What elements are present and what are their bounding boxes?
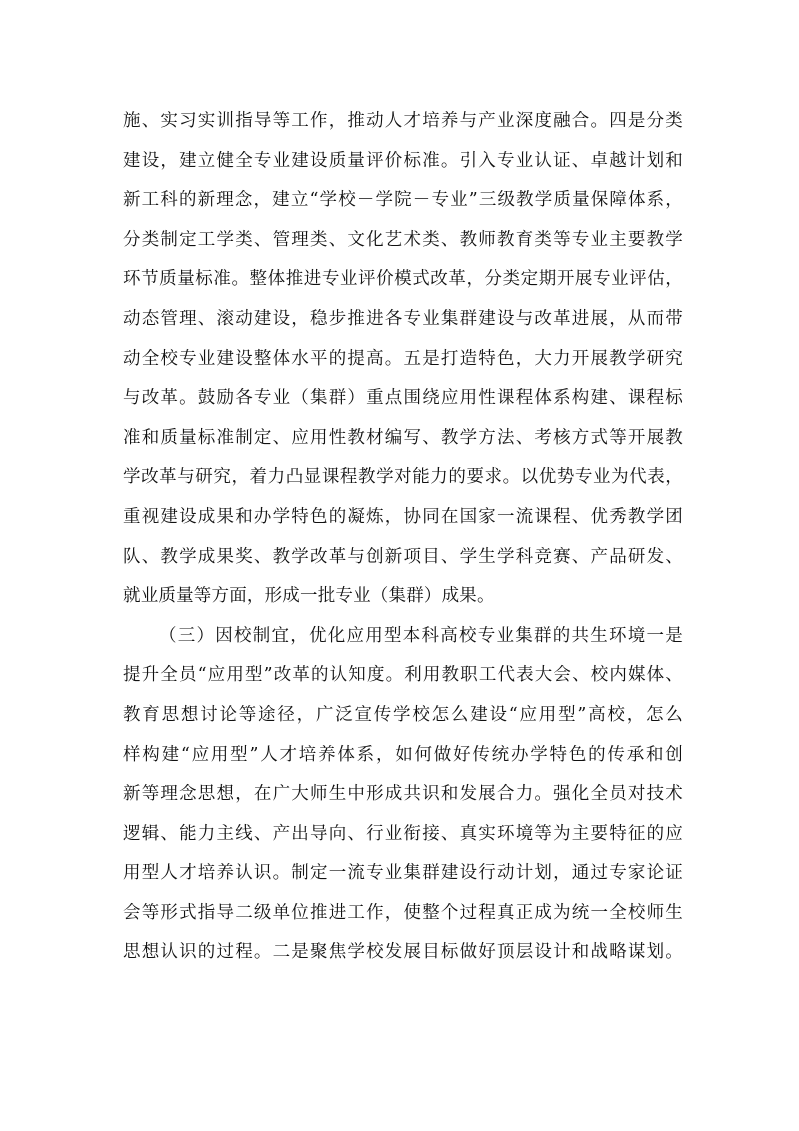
text-line: 新工科的新理念，建立“学校－学院－专业”三级教学质量保障体系， bbox=[123, 190, 683, 211]
section-heading-line: （三）因校制宜，优化应用型本科高校专业集群的共生环境一是 bbox=[159, 625, 683, 646]
text-line: 重视建设成果和办学特色的凝炼，协同在国家一流课程、优秀教学团 bbox=[123, 506, 683, 527]
text-line: 就业质量等方面，形成一批专业（集群）成果。 bbox=[123, 586, 495, 607]
text-line: 环节质量标准。整体推进专业评价模式改革，分类定期开展专业评估， bbox=[123, 269, 683, 290]
text-line: 会等形式指导二级单位推进工作，使整个过程真正成为统一全校师生 bbox=[123, 902, 683, 923]
text-line: 动态管理、滚动建设，稳步推进各专业集群建设与改革进展，从而带 bbox=[123, 308, 683, 329]
text-line: 动全校专业建设整体水平的提高。五是打造特色，大力开展教学研究 bbox=[123, 348, 683, 369]
text-line: 准和质量标准制定、应用性教材编写、教学方法、考核方式等开展教 bbox=[123, 427, 683, 448]
text-line: 提升全员“应用型”改革的认知度。利用教职工代表大会、校内媒体、 bbox=[123, 665, 683, 686]
body-text bbox=[123, 102, 683, 973]
text-line: 新等理念思想，在广大师生中形成共识和发展合力。强化全员对技术 bbox=[123, 784, 683, 805]
text-line: 施、实习实训指导等工作，推动人才培养与产业深度融合。四是分类 bbox=[123, 111, 683, 131]
text-line: 教育思想讨论等途径，广泛宣传学校怎么建设“应用型”高校，怎么 bbox=[123, 704, 683, 725]
text-line: 逻辑、能力主线、产出导向、行业衔接、真实环境等为主要特征的应 bbox=[123, 823, 683, 844]
text-line: 学改革与研究，着力凸显课程教学对能力的要求。以优势专业为代表， bbox=[123, 467, 683, 488]
text-line: 用型人才培养认识。制定一流专业集群建设行动计划，通过专家论证 bbox=[123, 863, 683, 884]
text-line: 样构建“应用型”人才培养体系，如何做好传统办学特色的传承和创 bbox=[123, 744, 683, 765]
text-line: 思想认识的过程。二是聚焦学校发展目标做好顶层设计和战略谋划。 bbox=[123, 942, 683, 963]
text-line: 队、教学成果奖、教学改革与创新项目、学生学科竞赛、产品研发、 bbox=[123, 546, 683, 567]
text-line: 与改革。鼓励各专业（集群）重点围绕应用性课程体系构建、课程标 bbox=[123, 388, 683, 409]
text-line: 分类制定工学类、管理类、文化艺术类、教师教育类等专业主要教学 bbox=[123, 229, 683, 250]
text-line: 建设，建立健全专业建设质量评价标准。引入专业认证、卓越计划和 bbox=[123, 150, 683, 171]
